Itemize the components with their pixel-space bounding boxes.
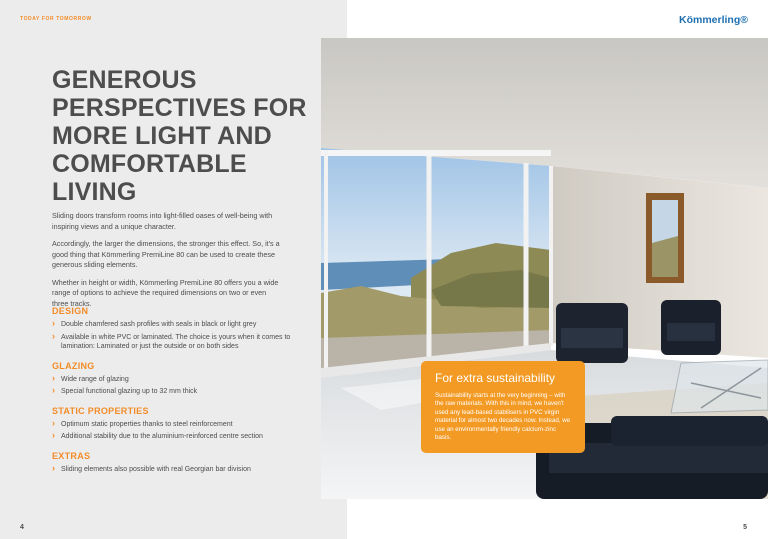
item-text: Double chamfered sash profiles with seals in black or light grey (61, 321, 257, 328)
intro-text (52, 211, 282, 316)
sustainability-callout (421, 361, 585, 453)
section-heading: GLAZING (52, 360, 95, 371)
chevron-right-icon: › (52, 417, 55, 428)
kicker-label: TODAY FOR TOMORROW (20, 16, 92, 22)
item-text: Special functional glazing up to 32 mm thick (61, 388, 198, 395)
page-number-left: 4 (20, 524, 24, 531)
section-design (52, 306, 302, 352)
list-item (52, 417, 302, 430)
callout-text: Sustainability starts at the very beginning – with the raw materials. With this in mind, we haven't used any lead-based stabilisers in PVC virgin material for almost two decades now. Instead, we use an environmentally friendly calcium-zinc basis. (435, 392, 571, 442)
item-text: Additional stability due to the aluminium-reinforced centre section (61, 433, 263, 440)
section-static-properties (52, 406, 302, 442)
intro-paragraph-2: Accordingly, the larger the dimensions, the stronger this effect. So, it's a good thing that Kömmerling PremiLine 80 can be used to create these generous sliding elements. (52, 239, 280, 269)
chevron-right-icon: › (52, 385, 55, 395)
intro-paragraph-3: Whether in height or width, Kömmerling PremiLine 80 offers you a wide range of options to achieve the required dimensions on two or even three tracks. (52, 277, 279, 308)
chevron-right-icon: › (52, 330, 55, 341)
intro-paragraph-1: Sliding doors transform rooms into light-filled oases of well-being with inspiring views and a unique character. (52, 211, 273, 231)
list-item (52, 320, 302, 330)
page-title: GENEROUS PERSPECTIVES FOR MORE LIGHT AND COMFORTABLE LIVING (52, 66, 307, 206)
brand-logo: Kömmerling® (679, 14, 748, 26)
chevron-right-icon: › (52, 430, 55, 440)
section-heading: DESIGN (52, 306, 89, 316)
page-number-right: 5 (743, 524, 747, 531)
left-page (0, 0, 347, 539)
list-item (52, 432, 302, 442)
item-text: Sliding elements also possible with real Georgian bar division (61, 465, 251, 473)
feature-sections (52, 306, 302, 483)
callout-heading: For extra sustainability (435, 371, 556, 385)
chevron-right-icon: › (52, 318, 55, 328)
section-glazing (52, 361, 302, 397)
item-text: Optimum static properties thanks to steel reinforcement (61, 420, 233, 428)
item-text: Available in white PVC or laminated. The choice is yours when it comes to lamination: Laminated or just the outside or on both sides (61, 333, 291, 350)
chevron-right-icon: › (52, 372, 55, 383)
list-item (52, 462, 302, 475)
list-item (52, 372, 302, 385)
section-extras (52, 451, 302, 475)
list-item (52, 330, 302, 352)
item-text: Wide range of glazing (61, 375, 129, 383)
section-heading: EXTRAS (52, 450, 91, 461)
section-heading: STATIC PROPERTIES (52, 405, 149, 416)
list-item (52, 387, 302, 397)
chevron-right-icon: › (52, 462, 55, 473)
